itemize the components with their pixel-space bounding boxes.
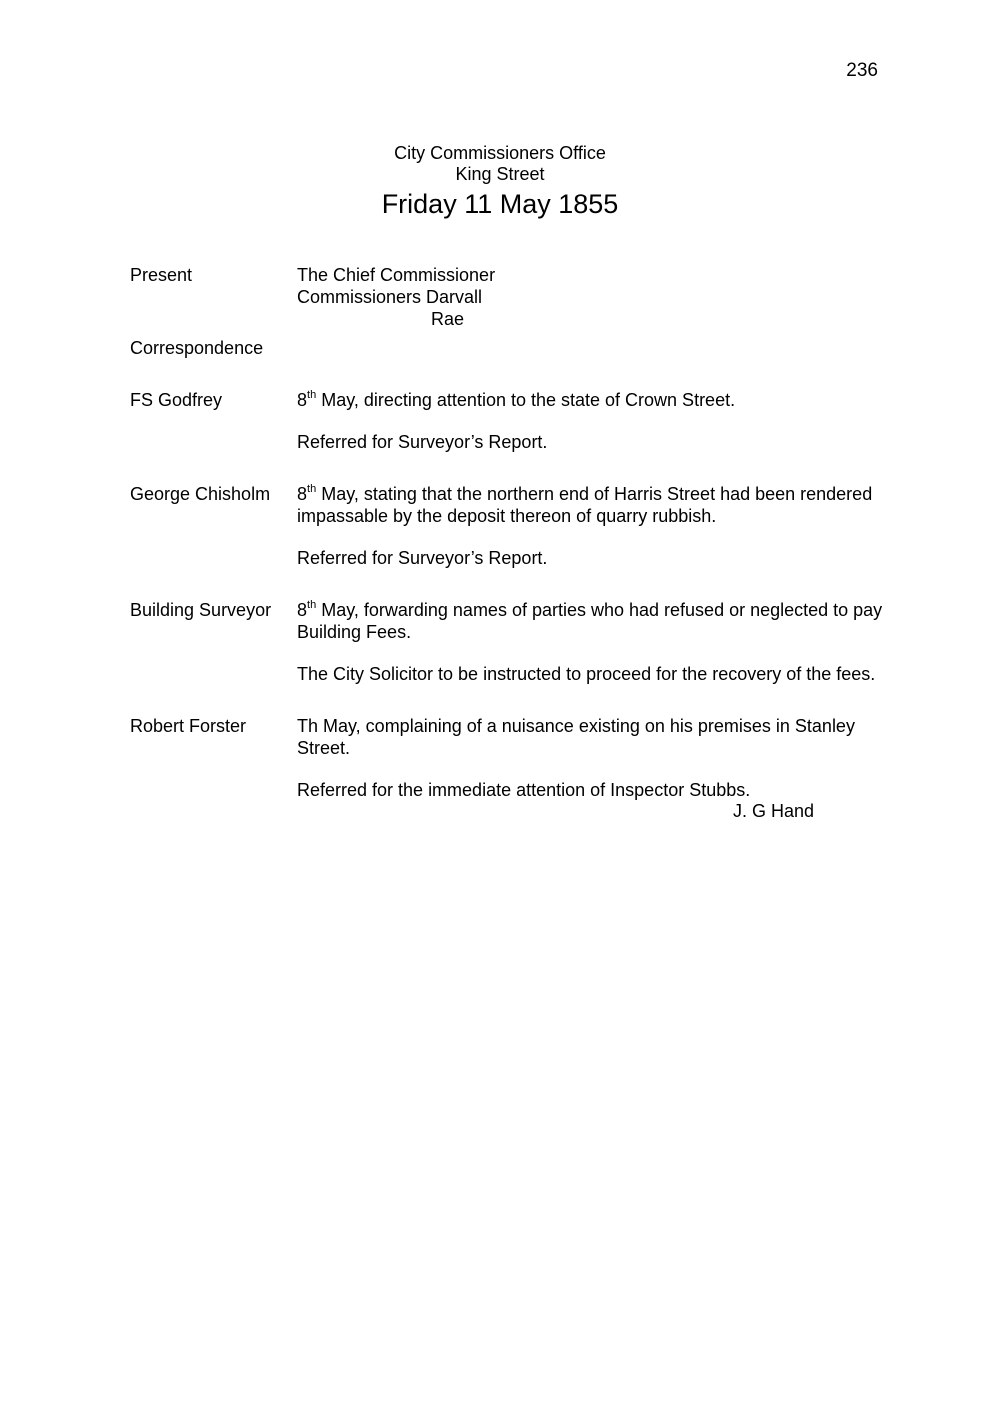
- entry-ordinal: th: [307, 599, 317, 611]
- entry-ordinal: th: [307, 483, 317, 495]
- entry-from: George Chisholm: [130, 484, 271, 504]
- signature: J. G Hand: [733, 801, 815, 821]
- entry-ordinal: th: [307, 389, 317, 401]
- page-number: 236: [846, 60, 878, 81]
- entry-from: Building Surveyor: [130, 600, 272, 620]
- entry-from: Robert Forster: [130, 716, 247, 736]
- entry-content: [297, 483, 907, 569]
- entry-body: May, stating that the northern end of Harris Street had been rendered impassable by the deposit thereon of quarry rubbish.: [297, 484, 873, 526]
- present-member: Rae: [431, 309, 465, 329]
- entry-action: The City Solicitor to be instructed to proceed for the recovery of the fees.: [297, 664, 876, 684]
- entry-text: [297, 483, 907, 527]
- entry-text: [297, 715, 907, 759]
- entry-action: Referred for the immediate attention of Inspector Stubbs.: [297, 780, 751, 800]
- present-label: Present: [130, 265, 193, 285]
- entry-text: [297, 599, 907, 643]
- entry-text: [297, 389, 907, 411]
- entry-body: May, forwarding names of parties who had refused or neglected to pay Building Fees.: [297, 600, 883, 642]
- entry-day: 8: [297, 600, 308, 620]
- entry-content: [297, 599, 907, 685]
- entry-body: Th May, complaining of a nuisance existing on his premises in Stanley Street.: [297, 716, 855, 758]
- minutes-header: [250, 143, 750, 220]
- street-name: King Street: [455, 164, 545, 184]
- meeting-date: Friday 11 May 1855: [381, 189, 619, 219]
- entry-content: [297, 715, 907, 801]
- entry-day: 8: [297, 390, 308, 410]
- entry-from: FS Godfrey: [130, 390, 223, 410]
- correspondence-label: Correspondence: [130, 338, 264, 358]
- entry-action: Referred for Surveyor’s Report.: [297, 432, 548, 452]
- entry-body: May, directing attention to the state of Crown Street.: [316, 390, 736, 410]
- present-members: [297, 264, 907, 330]
- office-name: City Commissioners Office: [394, 143, 606, 163]
- entry-day: 8: [297, 484, 308, 504]
- entry-action: Referred for Surveyor’s Report.: [297, 548, 548, 568]
- entry-content: [297, 389, 907, 453]
- present-member: The Chief Commissioner: [297, 265, 496, 285]
- present-member: Commissioners Darvall: [297, 287, 483, 307]
